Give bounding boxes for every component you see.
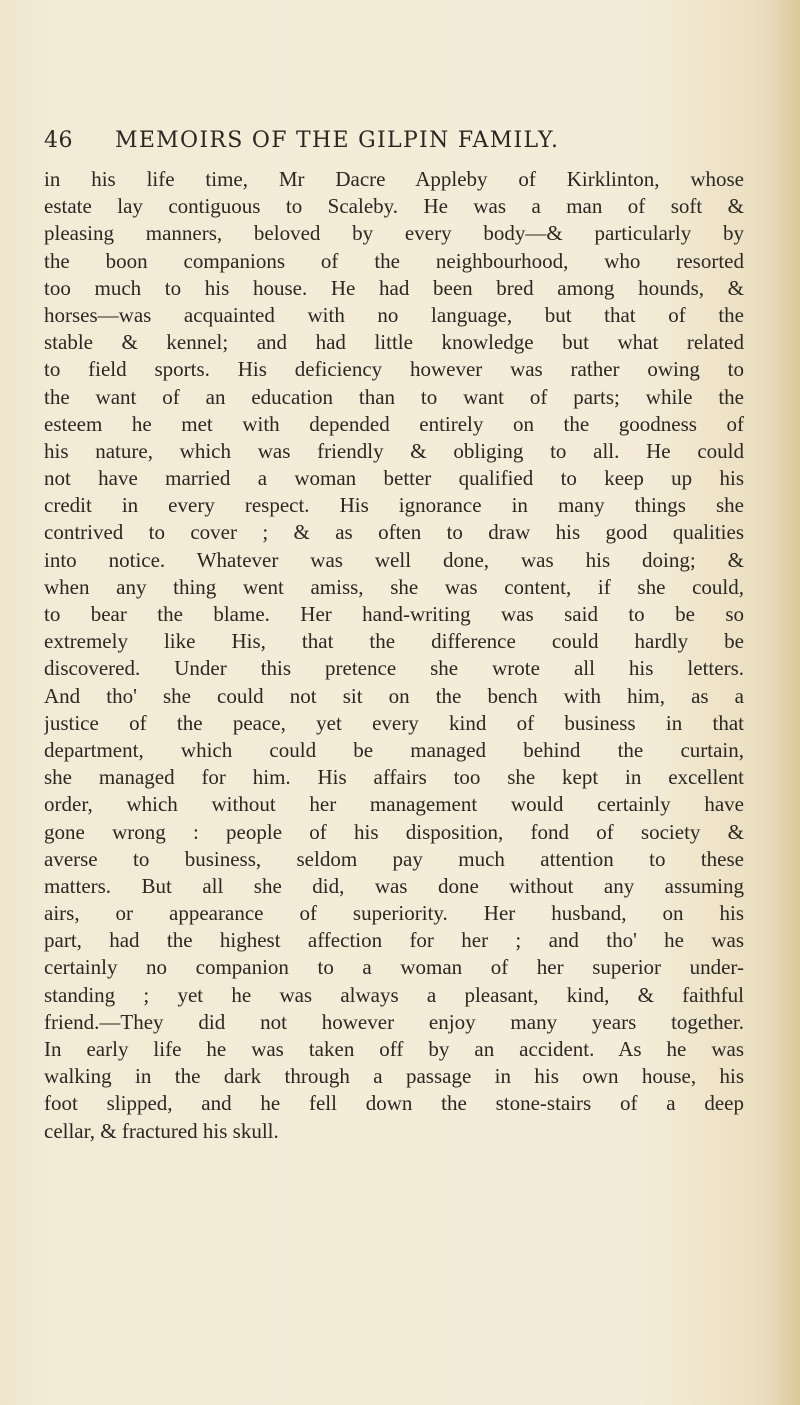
text-line: horses—was acquainted with no language, but that of the: [44, 302, 744, 327]
text-line: department, which could be managed behind the curtain,: [44, 737, 744, 762]
text-line: airs, or appearance of superiority. Her husband, on his: [44, 901, 744, 926]
text-line: credit in every respect. His ignorance in many things she: [44, 493, 744, 518]
text-line: standing ; yet he was always a pleasant, kind, & faithful: [44, 982, 744, 1007]
text-line: justice of the peace, yet every kind of business in that: [44, 710, 744, 735]
page-number: 46: [44, 128, 73, 153]
text-line: gone wrong : people of his disposition, fond of society &: [44, 819, 744, 844]
text-line: stable & kennel; and had little knowledge but what related: [44, 330, 744, 355]
text-line: averse to business, seldom pay much attention to these: [44, 846, 744, 871]
text-line: estate lay contiguous to Scaleby. He was a man of soft &: [44, 194, 744, 219]
text-line: to field sports. His deficiency however was rather owing to: [44, 357, 744, 382]
text-line: foot slipped, and he fell down the stone-stairs of a deep: [44, 1091, 744, 1116]
text-line: part, had the highest affection for her ; and tho' he was: [44, 928, 744, 953]
text-line: extremely like His, that the difference could hardly be: [44, 629, 744, 654]
running-title: MEMOIRS OF THE GILPIN FAMILY.: [115, 128, 560, 153]
text-line: And tho' she could not sit on the bench with him, as a: [44, 683, 744, 708]
text-line: not have married a woman better qualified to keep up his: [44, 466, 744, 491]
text-line: esteem he met with depended entirely on the goodness of: [44, 411, 744, 436]
text-line: too much to his house. He had been bred among hounds, &: [44, 275, 744, 300]
page-edge-shadow: [774, 0, 800, 1405]
text-line: matters. But all she did, was done without any assuming: [44, 873, 744, 898]
text-line: pleasing manners, beloved by every body—& particularly by: [44, 221, 744, 246]
text-line: walking in the dark through a passage in his own house, his: [44, 1064, 744, 1089]
body-text: [44, 166, 744, 1145]
text-line: when any thing went amiss, she was content, if she could,: [44, 574, 744, 599]
text-line: the boon companions of the neighbourhood, who resorted: [44, 248, 744, 273]
text-line: she managed for him. His affairs too she kept in excellent: [44, 765, 744, 790]
text-line: in his life time, Mr Dacre Appleby of Kirklinton, whose: [44, 167, 744, 191]
text-line: In early life he was taken off by an accident. As he was: [44, 1037, 744, 1061]
running-head: [44, 128, 744, 158]
text-line: discovered. Under this pretence she wrote all his letters.: [44, 656, 744, 681]
text-line: into notice. Whatever was well done, was his doing; &: [44, 547, 744, 572]
text-line: contrived to cover ; & as often to draw his good qualities: [44, 520, 744, 545]
text-line: the want of an education than to want of parts; while the: [44, 384, 744, 409]
text-line: friend.—They did not however enjoy many years together.: [44, 1009, 744, 1034]
text-line: to bear the blame. Her hand-writing was said to be so: [44, 602, 744, 626]
text-line: certainly no companion to a woman of her superior under-: [44, 955, 744, 980]
text-line: his nature, which was friendly & obliging to all. He could: [44, 438, 744, 463]
text-line: cellar, & fractured his skull.: [44, 1118, 279, 1143]
text-line: order, which without her management would certainly have: [44, 792, 744, 817]
